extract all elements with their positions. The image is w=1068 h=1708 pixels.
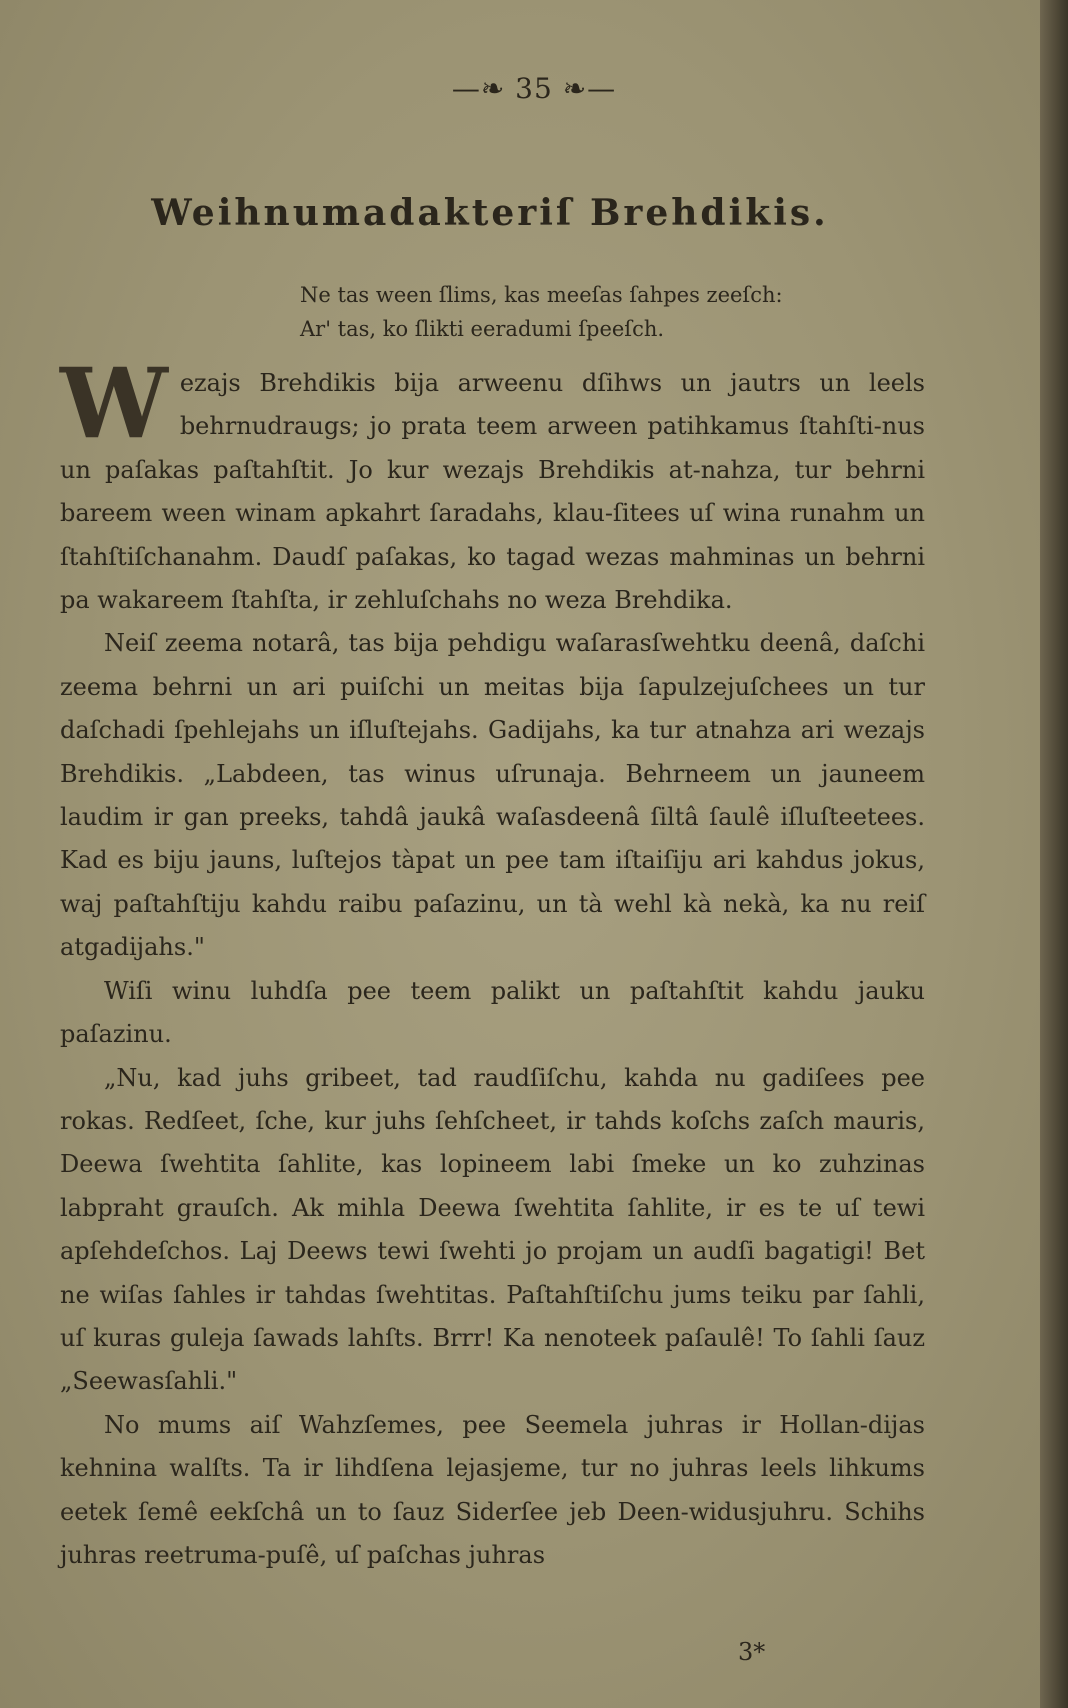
body-text <box>60 347 925 1577</box>
page-number: —❧ 35 ❧— <box>451 72 617 105</box>
paragraph: No mums aiſ Wahzſemes, pee Seemela juhras ir Hollan-dijas kehnina walſts. Ta ir lihdſena lejasjeme, tur no juhras leels lihkums eetek ſemê eekſchâ un to ſauz Siderſee jeb Deen-widusjuhru. Schihs juhras reetruma-puſê, uſ paſchas juhras <box>60 1410 925 1569</box>
signature-mark: 3* <box>738 1638 766 1666</box>
epigraph <box>300 278 940 346</box>
paragraph: Wiſi winu luhdſa pee teem palikt un paſtahſtit kahdu jauku paſazinu. <box>60 976 925 1049</box>
epigraph-line: Ne tas ween ſlims, kas meeſas ſahpes zeeſch: <box>300 283 783 307</box>
chapter-title: Weihnumadakteriſ Brehdikis. <box>151 192 829 234</box>
epigraph-line: Ar' tas, ko ſlikti eeradumi ſpeeſch. <box>300 317 665 341</box>
drop-cap: W <box>60 347 168 460</box>
paragraph-text: ezajs Brehdikis bija arweenu dſihws un jautrs un leels behrnudraugs; jo prata teem arween patihkamus ſtahſti-nus un paſakas paſtahſtit. Jo kur wezajs Brehdikis at-nahza, tur behrni bareem ween winam apkahrt ſaradahs, klau-ſitees uſ wina runahm un ſtahſtiſchanahm. Daudſ paſakas, ko tagad wezas mahminas un behrni pa wakareem ſtahſta, ir zehluſchahs no weza Brehdika. <box>60 369 925 615</box>
page-edge <box>1040 0 1068 1708</box>
paragraph <box>60 347 925 622</box>
paragraph: Neiſ zeema notarâ, tas bija pehdigu waſarasſwehtku deenâ, daſchi zeema behrni un ari puiſchi un meitas bija ſapulzejuſchees un tur daſchadi ſpehlejahs un iſluſtejahs. Gadijahs, ka tur atnahza ari wezajs Brehdikis. „Labdeen, tas winus uſrunaja. Behrneem un jauneem laudim ir gan preeks, tahdâ jaukâ waſasdeenâ ſiltâ ſaulê iſluſteetees. Kad es biju jauns, luſtejos tàpat un pee tam iſtaiſiju ari kahdus jokus, waj paſtahſtiju kahdu raibu paſazinu, un tà wehl kà nekà, ka nu reiſ atgadijahs." <box>60 629 925 962</box>
paragraph: „Nu, kad juhs gribeet, tad raudſiſchu, kahda nu gadiſees pee rokas. Redſeet, ſche, kur juhs ſehſcheet, ir tahds koſchs zaſch mauris, Deewa ſwehtita ſahlite, kas lopineem labi ſmeke un ko zuhzinas labpraht grauſch. Ak mihla Deewa ſwehtita ſahlite, ir es te uſ tewi apſehdeſchos. Laj Deews tewi ſwehti jo projam un audſi bagatigi! Bet ne wiſas ſahles ir tahdas ſwehtitas. Paſtahſtiſchu jums teiku par ſahli, uſ kuras guleja ſawads lahſts. Brrr! Ka nenoteek paſaulê! To ſahli ſauz „Seewasſahli." <box>60 1063 925 1396</box>
